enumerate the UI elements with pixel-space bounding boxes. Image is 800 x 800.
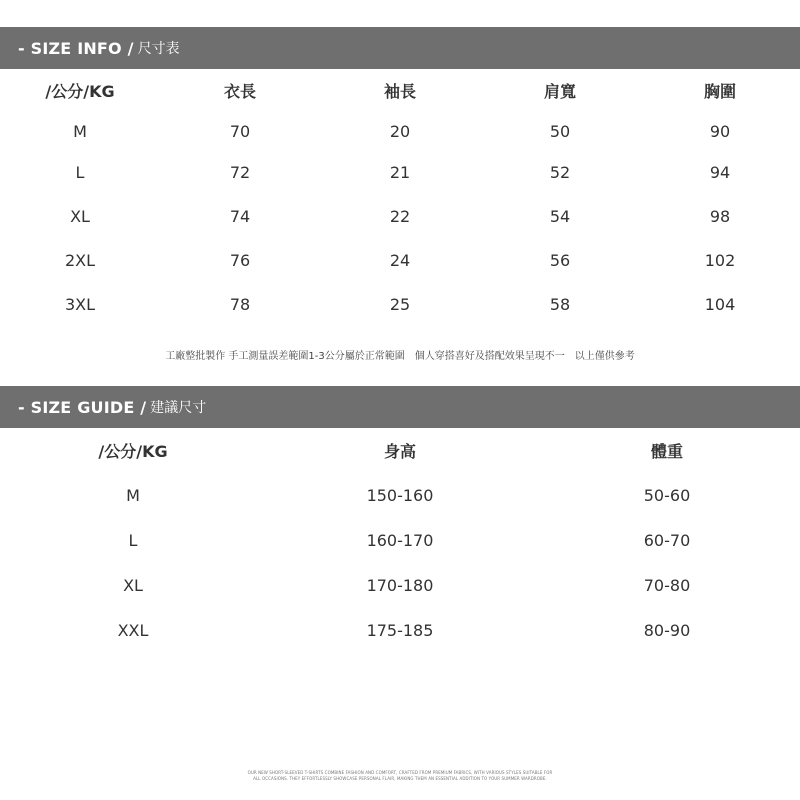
table-row xyxy=(0,161,800,185)
footer-text-line-2: ALL OCCASIONS. THEY EFFORTLESSLY SHOWCASE PERSONAL FLAIR, MAKING THEM AN ESSENTIAL ADDITION TO YOUR SUMMER WARDROBE. xyxy=(253,776,547,781)
table-row xyxy=(0,619,800,643)
table-cell: 54 xyxy=(549,207,571,226)
table-cell: 25 xyxy=(389,295,411,314)
table-row xyxy=(0,120,800,144)
table-cell: 2XL xyxy=(64,251,96,270)
table-row xyxy=(0,574,800,598)
table-header-cell: 胸圍 xyxy=(703,82,736,101)
table-cell: 80-90 xyxy=(643,621,691,640)
table-cell: 56 xyxy=(549,251,571,270)
table-cell: 76 xyxy=(229,251,251,270)
table-cell: 24 xyxy=(389,251,411,270)
table-header-cell: 身高 xyxy=(383,442,416,461)
size-info-banner xyxy=(0,27,800,69)
table-cell: L xyxy=(128,531,138,550)
size-info-title: - SIZE INFO / xyxy=(18,38,134,58)
table-cell: 70-80 xyxy=(643,576,691,595)
table-header-cell: /公分/KG xyxy=(98,442,168,461)
table-row xyxy=(0,249,800,273)
table-cell: 102 xyxy=(704,251,736,270)
table-cell: 150-160 xyxy=(366,486,434,505)
table-cell: 78 xyxy=(229,295,251,314)
table-cell: 60-70 xyxy=(643,531,691,550)
table-row xyxy=(0,205,800,229)
table-cell: 70 xyxy=(229,122,251,141)
size-guide-banner xyxy=(0,386,800,428)
table-row xyxy=(0,293,800,317)
table-cell: 50-60 xyxy=(643,486,691,505)
table-cell: 170-180 xyxy=(366,576,434,595)
table-cell: 72 xyxy=(229,163,251,182)
table-cell: XL xyxy=(123,576,143,595)
table-cell: 175-185 xyxy=(366,621,434,640)
size-info-subtitle: 尺寸表 xyxy=(137,41,180,57)
table-cell: 58 xyxy=(549,295,571,314)
table-cell: 20 xyxy=(389,122,411,141)
table-cell: 94 xyxy=(709,163,731,182)
table-cell: 90 xyxy=(709,122,731,141)
table-cell: XXL xyxy=(117,621,149,640)
table-header-cell: 袖長 xyxy=(383,82,416,101)
table-cell: 98 xyxy=(709,207,731,226)
measurement-note: 工廠整批製作 手工測量誤差範圍1-3公分屬於正常範圍 個人穿搭喜好及搭配效果呈現不一 以上僅供參考 xyxy=(165,351,635,362)
table-header-cell: 體重 xyxy=(650,442,683,461)
table-cell: 22 xyxy=(389,207,411,226)
table-header-cell: 肩寬 xyxy=(543,82,576,101)
table-cell: M xyxy=(73,122,87,141)
size-info-header-row xyxy=(0,80,800,104)
size-guide-subtitle: 建議尺寸 xyxy=(150,400,207,416)
table-row xyxy=(0,484,800,508)
table-row xyxy=(0,529,800,553)
table-cell: 160-170 xyxy=(366,531,434,550)
table-cell: 74 xyxy=(229,207,251,226)
table-cell: XL xyxy=(70,207,90,226)
table-header-cell: 衣長 xyxy=(223,82,256,101)
table-cell: 21 xyxy=(389,163,411,182)
table-header-cell: /公分/KG xyxy=(45,82,115,101)
table-cell: L xyxy=(75,163,85,182)
table-cell: 3XL xyxy=(64,295,96,314)
table-cell: 104 xyxy=(704,295,736,314)
table-cell: 52 xyxy=(549,163,571,182)
size-guide-header-row xyxy=(0,440,800,464)
table-cell: M xyxy=(126,486,140,505)
footer-text-line-1: OUR NEW SHORT-SLEEVED T-SHIRTS COMBINE FASHION AND COMFORT, CRAFTED FROM PREMIUM FABRICS, WITH VARIOUS STYLES SUITABLE FOR xyxy=(247,770,553,775)
table-cell: 50 xyxy=(549,122,571,141)
size-guide-title: - SIZE GUIDE / xyxy=(18,397,147,417)
